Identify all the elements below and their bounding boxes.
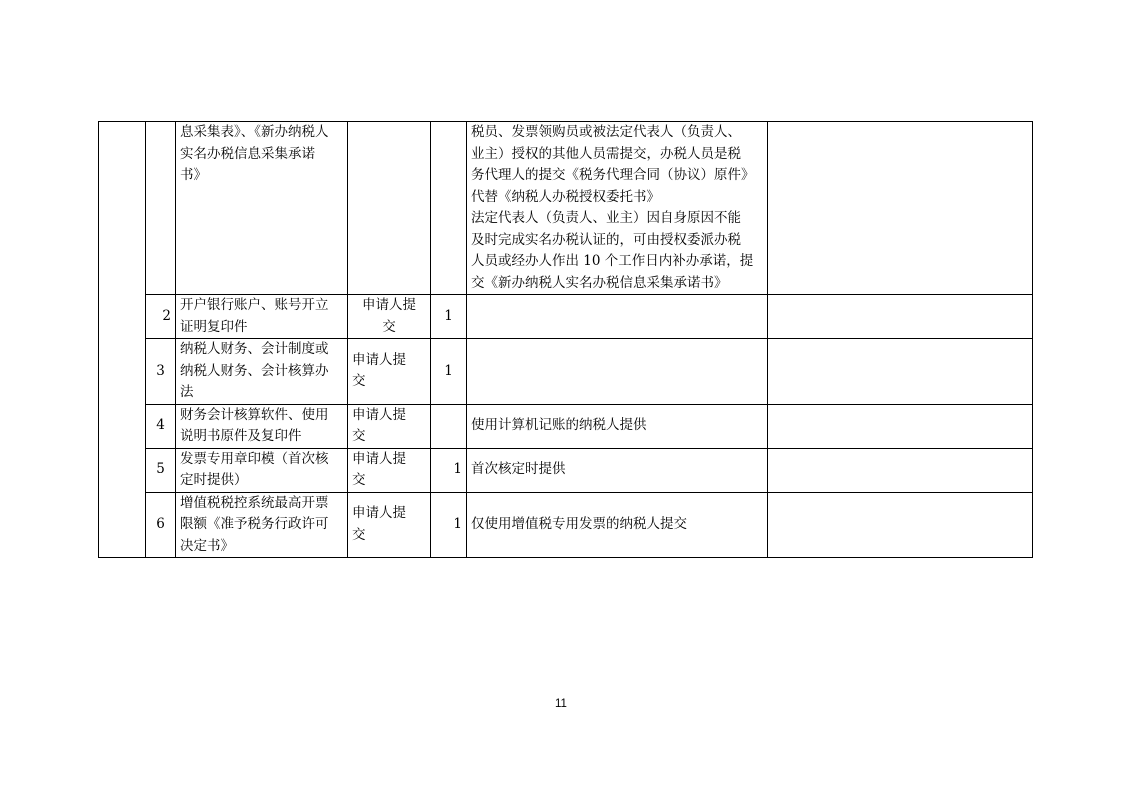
note-cell: 首次核定时提供 (467, 448, 768, 492)
note-text: 业主）授权的其他人员需提交，办税人员是税 (471, 145, 741, 162)
remark-cell (768, 492, 1033, 558)
material-text: 纳税人财务、会计核算办 (180, 362, 329, 379)
source-cell (348, 448, 431, 492)
note-cell (467, 122, 768, 295)
source-text: 交 (352, 526, 366, 543)
remark-cell (768, 339, 1033, 405)
remark-cell (768, 404, 1033, 448)
copies-cell: 1 (431, 295, 467, 339)
source-text: 交 (352, 373, 366, 390)
material-text: 纳税人财务、会计制度或 (180, 341, 329, 357)
source-text: 申请人提 (352, 450, 406, 467)
table-row (99, 339, 1033, 405)
source-cell (348, 404, 431, 448)
source-text: 申请人提 (352, 505, 406, 522)
note-cell (467, 295, 768, 339)
material-text: 财务会计核算软件、使用 (180, 406, 329, 423)
source-cell (348, 492, 431, 558)
material-cell (176, 492, 348, 558)
material-cell (176, 448, 348, 492)
material-text: 增值税税控系统最高开票 (180, 494, 329, 511)
source-text: 申请人提 (352, 406, 406, 423)
note-text: 税员、发票领购员或被法定代表人（负责人、 (471, 124, 741, 140)
copies-cell (431, 122, 467, 295)
note-cell (467, 339, 768, 405)
table-row (99, 448, 1033, 492)
remark-cell (768, 122, 1033, 295)
page-number: 11 (555, 698, 567, 710)
note-cell: 仅使用增值税专用发票的纳税人提交 (467, 492, 768, 558)
source-text: 申请人提 (362, 297, 416, 313)
material-text: 定时提供） (180, 472, 248, 488)
no-cell: 5 (146, 448, 176, 492)
table-row (99, 492, 1033, 558)
no-cell: 2 (146, 295, 176, 339)
source-text: 交 (352, 472, 366, 488)
source-text: 交 (382, 318, 396, 335)
no-cell: 4 (146, 404, 176, 448)
material-text: 开户银行账户、账号开立 (180, 297, 329, 313)
no-cell: 6 (146, 492, 176, 558)
no-cell: 3 (146, 339, 176, 405)
material-cell (176, 122, 348, 295)
copies-cell: 1 (431, 339, 467, 405)
note-text: 务代理人的提交《税务代理合同（协议）原件》 (471, 167, 755, 183)
material-text: 实名办税信息采集承诺 (180, 145, 315, 162)
note-text: 法定代表人（负责人、业主）因自身原因不能 (471, 210, 741, 226)
material-cell (176, 404, 348, 448)
note-text: 人员或经办人作出 10 个工作日内补办承诺，提 (471, 253, 754, 269)
source-text: 申请人提 (352, 351, 406, 368)
source-cell (348, 339, 431, 405)
note-text: 及时完成实名办税认证的，可由授权委派办税 (471, 231, 741, 248)
remark-cell (768, 448, 1033, 492)
source-cell (348, 295, 431, 339)
material-text: 说明书原件及复印件 (180, 428, 302, 444)
table-row (99, 404, 1033, 448)
no-cell (146, 122, 176, 295)
remark-cell (768, 295, 1033, 339)
material-text: 决定书》 (180, 537, 234, 554)
material-text: 法 (180, 384, 194, 400)
materials-table (98, 121, 1033, 558)
copies-cell: 1 (431, 448, 467, 492)
category-cell (99, 122, 146, 558)
material-cell (176, 295, 348, 339)
material-text: 限额《准予税务行政许可 (180, 516, 329, 532)
table-row (99, 295, 1033, 339)
material-text: 书》 (180, 167, 207, 183)
material-text: 发票专用章印模（首次核 (180, 450, 329, 467)
note-text: 交《新办纳税人实名办税信息采集承诺书》 (471, 274, 728, 291)
copies-cell: 1 (431, 492, 467, 558)
table-row (99, 122, 1033, 295)
note-cell: 使用计算机记账的纳税人提供 (467, 404, 768, 448)
copies-cell (431, 404, 467, 448)
material-text: 证明复印件 (180, 318, 248, 335)
note-text: 代替《纳税人办税授权委托书》 (471, 188, 660, 205)
material-cell (176, 339, 348, 405)
source-cell (348, 122, 431, 295)
material-text: 息采集表》、《新办纳税人 (180, 124, 329, 140)
source-text: 交 (352, 428, 366, 444)
